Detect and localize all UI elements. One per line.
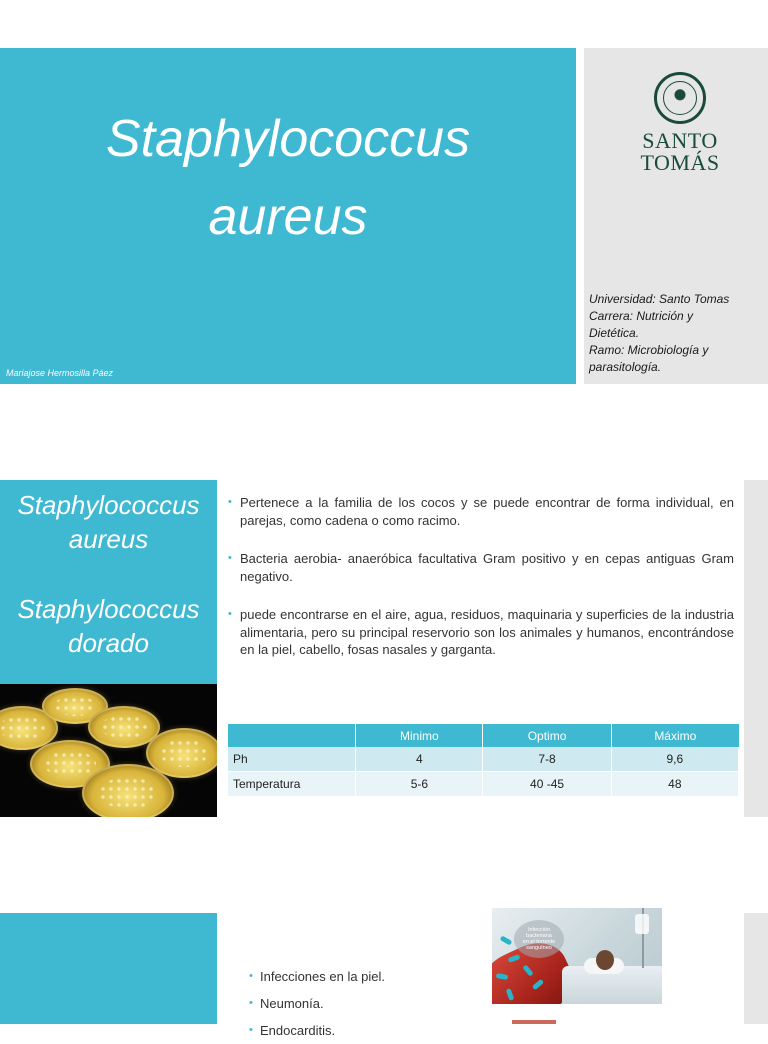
table-cell: 5-6 — [356, 772, 483, 797]
table-cell: 9,6 — [612, 747, 739, 772]
name1-line2: aureus — [68, 524, 149, 554]
table-cell: 48 — [612, 772, 739, 797]
course-info-line: Dietética. — [589, 326, 640, 340]
course-info-line: Ramo: Microbiología y — [589, 343, 709, 357]
santo-tomas-logo — [620, 72, 740, 174]
table-row — [228, 747, 739, 772]
bullet-item: • puede encontrarse en el aire, agua, residuos, maquinaria y superficies de la industria alimentaria, pero su principal reservorio son los animales y humanos, encontrándose en la piel, cabello, fosas nasales y garganta. — [228, 606, 734, 659]
title-slide-heading — [0, 48, 576, 308]
logo-text-line-1: SANTO — [642, 128, 718, 153]
bloodstream-infection-image — [492, 908, 662, 1004]
logo-text-line-2: TOMÁS — [640, 150, 720, 175]
table-header-cell: Optimo — [483, 724, 611, 747]
title-line-1: Staphylococcus — [105, 110, 471, 168]
slide3-bullet-list — [249, 963, 385, 1044]
petri-dishes-image — [0, 684, 217, 817]
bullet-item: • Infecciones en la piel. — [249, 963, 385, 990]
santo-tomas-seal-icon — [654, 72, 706, 124]
title-line-2: aureus — [208, 188, 368, 246]
table-cell: Temperatura — [228, 772, 356, 797]
secondary-image-edge — [512, 1020, 556, 1024]
slide3-title-band — [0, 913, 217, 1024]
slide3-side-panel — [744, 913, 768, 1024]
growth-conditions-table — [228, 724, 739, 797]
bullet-item: • Pertenece a la familia de los cocos y se puede encontrar de forma individual, en parejas, como cadena o como racimo. — [228, 494, 734, 529]
table-cell: 4 — [356, 747, 483, 772]
table-header-cell: Minimo — [356, 724, 483, 747]
course-info — [589, 291, 759, 376]
name2-line2: dorado — [68, 628, 149, 658]
course-info-line: parasitología. — [589, 360, 662, 374]
table-cell: Ph — [228, 747, 356, 772]
course-info-line: Universidad: Santo Tomas — [589, 292, 730, 306]
table-row — [228, 772, 739, 797]
table-header-cell — [228, 724, 356, 747]
name1-line1: Staphylococcus — [17, 490, 200, 520]
caption-line: sanguíneo — [526, 945, 552, 951]
slide2-bullet-list — [228, 494, 734, 659]
slide2-side-panel — [744, 480, 768, 817]
caption-line: en el torrente — [522, 939, 556, 945]
slide2-names — [0, 488, 217, 660]
caption-line: bacteriana — [526, 933, 552, 939]
author-name: Mariajose Hermosilla Páez — [6, 368, 114, 378]
name2-line1: Staphylococcus — [17, 594, 200, 624]
table-cell: 7-8 — [483, 747, 611, 772]
table-header-row — [228, 724, 739, 747]
bullet-item: • Endocarditis. — [249, 1017, 385, 1044]
image-caption — [514, 920, 564, 958]
caption-line: Infección — [527, 927, 550, 933]
bullet-item: • Bacteria aerobia- anaeróbica facultativa Gram positivo y en cepas antiguas Gram negativo. — [228, 550, 734, 585]
course-info-line: Carrera: Nutrición y — [589, 309, 694, 323]
table-cell: 40 -45 — [483, 772, 611, 797]
table-header-cell: Máximo — [612, 724, 739, 747]
bullet-item: • Neumonía. — [249, 990, 385, 1017]
